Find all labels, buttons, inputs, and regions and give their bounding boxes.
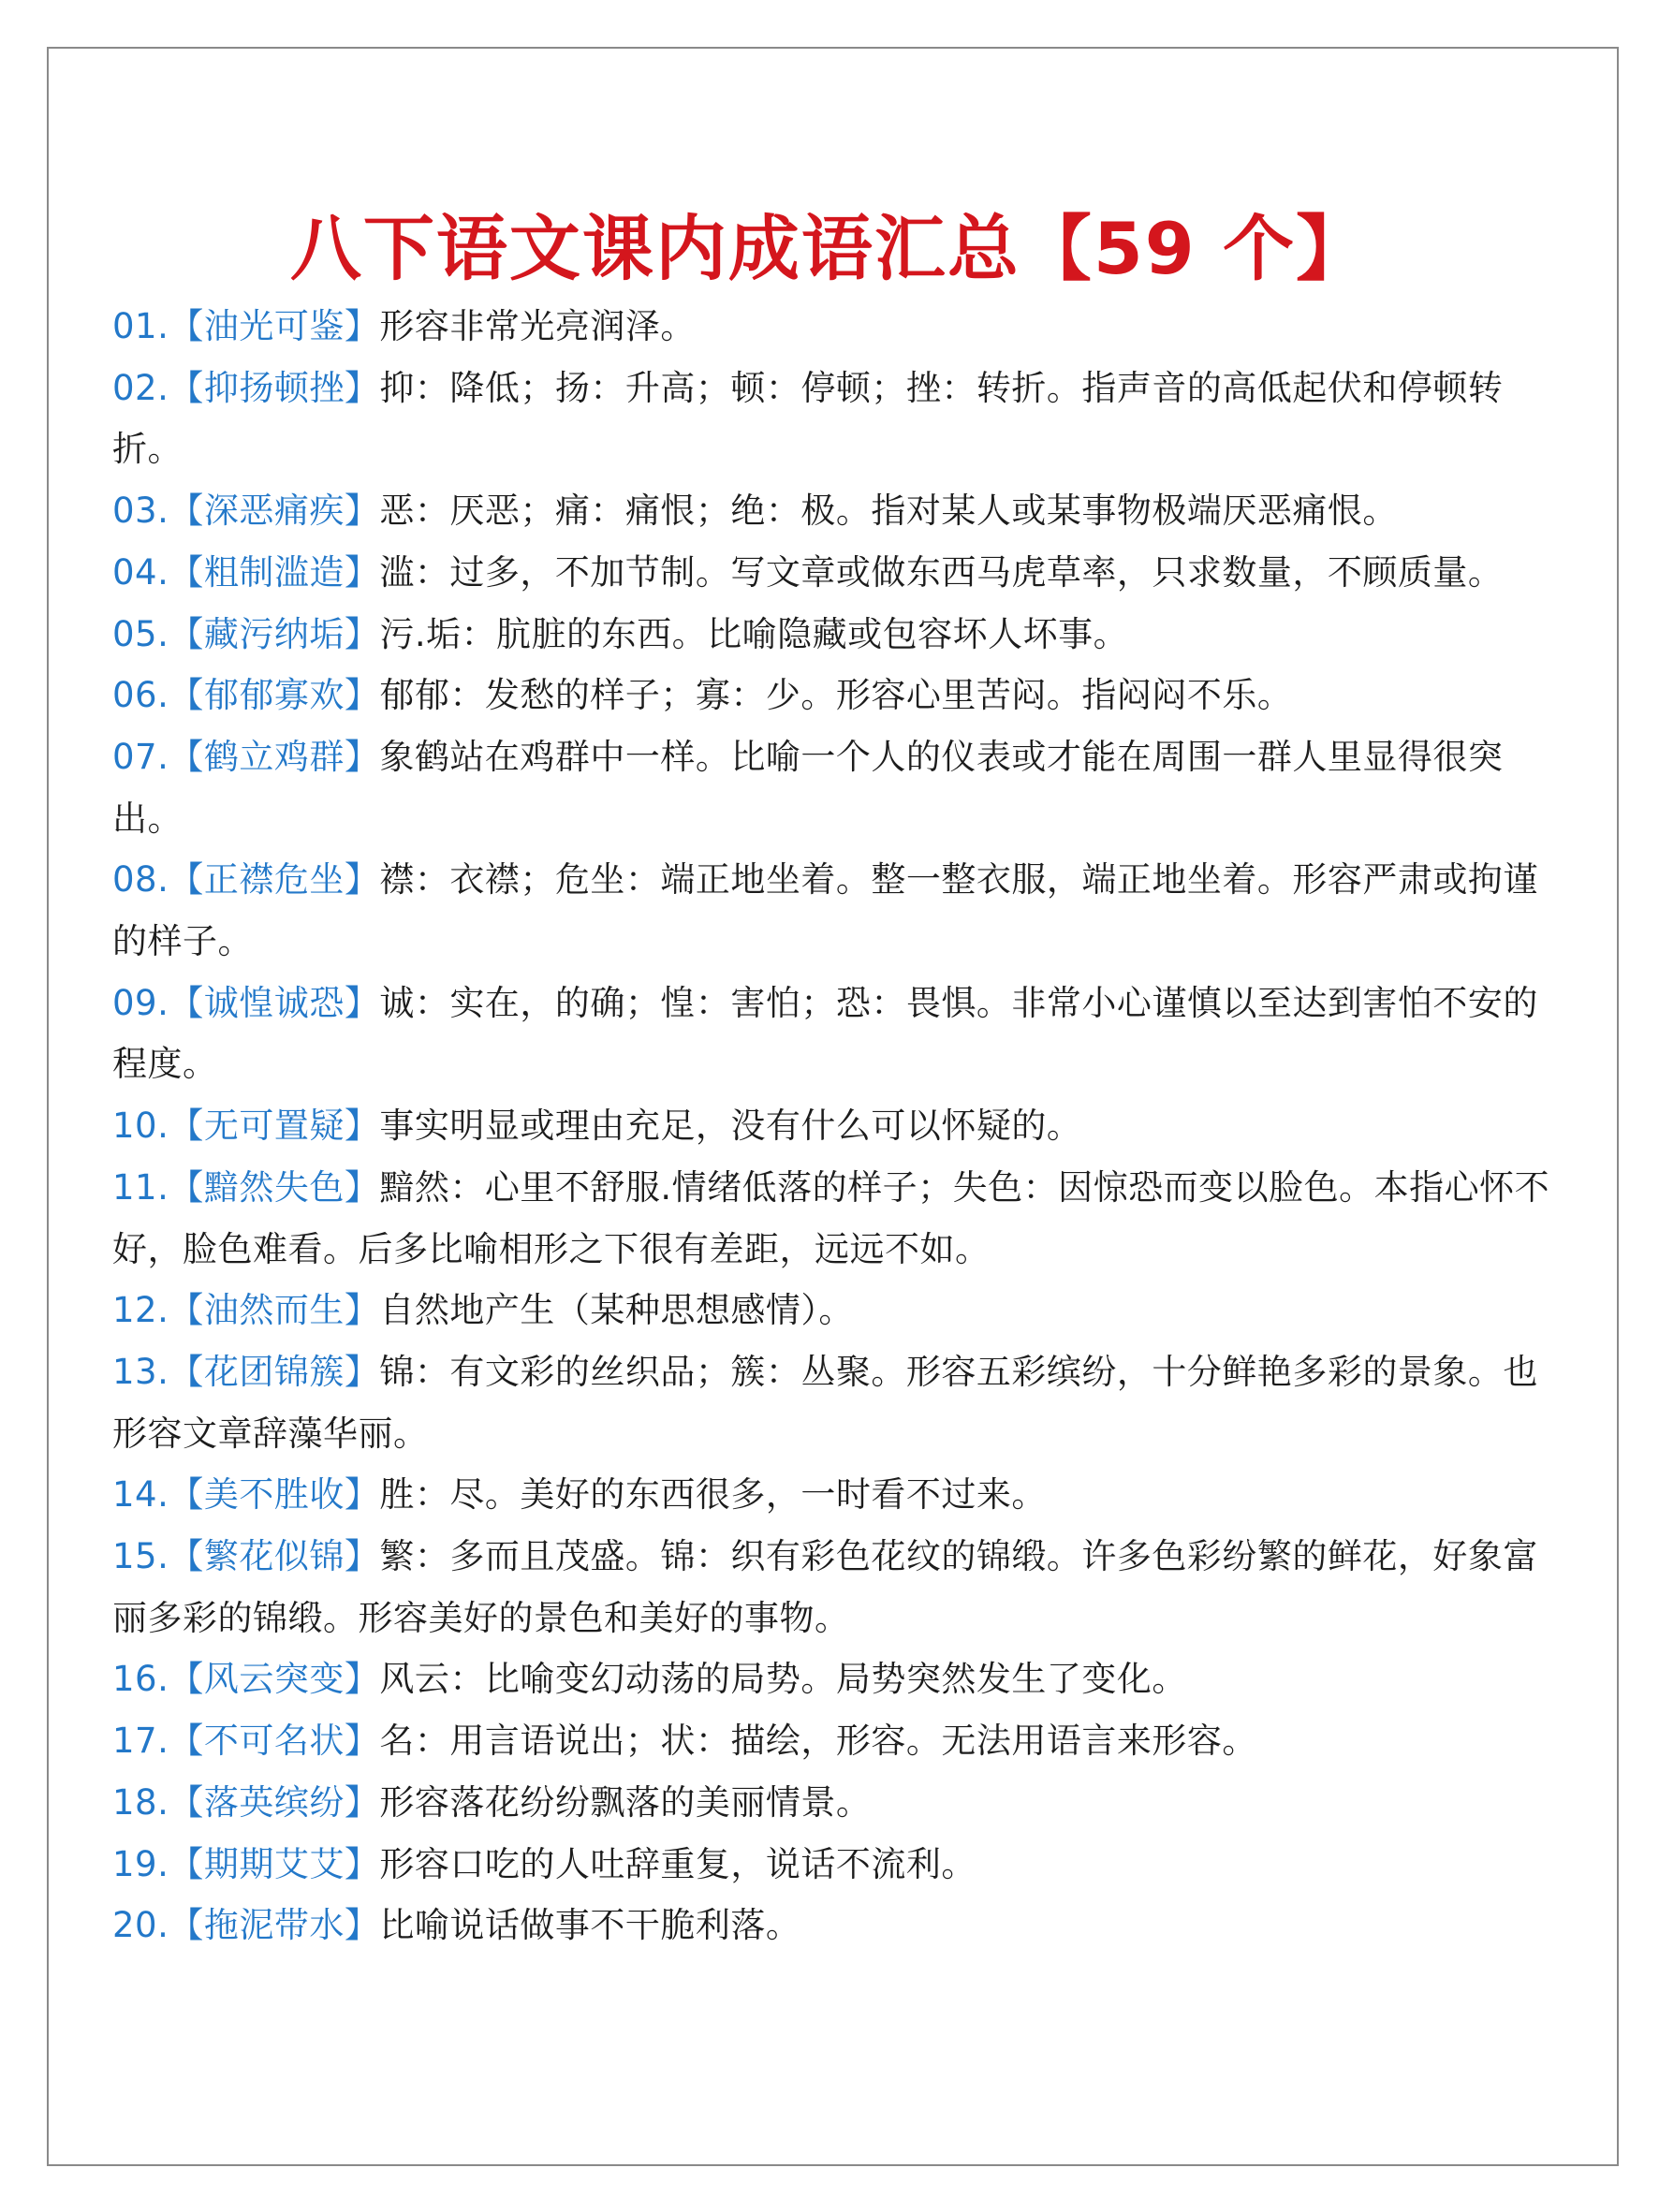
entry-number: 15. — [112, 1536, 169, 1577]
idiom-term: 【抑扬顿挫】 — [169, 367, 380, 408]
idiom-definition: 抑：降低；扬：升高；顿：停顿；挫：转折。指声音的高低起伏和停顿转折。 — [112, 367, 1504, 470]
entry-number: 20. — [112, 1905, 169, 1946]
idiom-entry — [112, 726, 1554, 849]
idiom-term: 【期期艾艾】 — [169, 1843, 380, 1884]
idiom-definition: 滥：过多，不加节制。写文章或做东西马虎草率，只求数量，不顾质量。 — [379, 551, 1504, 593]
idiom-term: 【藏污纳垢】 — [169, 613, 380, 654]
idiom-term: 【无可置疑】 — [169, 1106, 380, 1147]
page-title: 八下语文课内成语汇总【59 个】 — [289, 206, 1370, 290]
entry-number: 09. — [112, 982, 169, 1023]
idiom-term: 【花团锦簇】 — [169, 1351, 380, 1392]
idiom-term: 【黯然失色】 — [169, 1166, 380, 1208]
idiom-definition: 象鹤站在鸡群中一样。比喻一个人的仪表或才能在周围一群人里显得很突出。 — [112, 736, 1504, 839]
idiom-definition: 事实明显或理由充足，没有什么可以怀疑的。 — [379, 1106, 1082, 1147]
idiom-entry — [112, 480, 1554, 542]
idiom-term: 【郁郁寡欢】 — [169, 675, 380, 716]
idiom-definition: 郁郁：发愁的样子；寡：少。形容心里苦闷。指闷闷不乐。 — [379, 675, 1293, 716]
entry-number: 08. — [112, 859, 169, 901]
idiom-term: 【落英缤纷】 — [169, 1781, 380, 1823]
idiom-definition: 比喻说话做事不干脆利落。 — [379, 1905, 801, 1946]
idiom-definition: 形容落花纷纷飘落的美丽情景。 — [379, 1781, 872, 1823]
idiom-term: 【深恶痛疾】 — [169, 491, 380, 532]
idiom-list — [112, 296, 1554, 1956]
idiom-entry — [112, 542, 1554, 604]
idiom-term: 【油光可鉴】 — [169, 306, 380, 346]
entry-number: 01. — [112, 306, 169, 346]
entry-number: 06. — [112, 675, 169, 716]
idiom-definition: 锦：有文彩的丝织品；簇：丛聚。形容五彩缤纷，十分鲜艳多彩的景象。也形容文章辞藻华丽。 — [112, 1351, 1538, 1454]
idiom-entry — [112, 1772, 1554, 1834]
idiom-entry — [112, 1095, 1554, 1157]
idiom-entry — [112, 1157, 1554, 1280]
entry-number: 10. — [112, 1106, 169, 1147]
idiom-entry — [112, 358, 1554, 480]
idiom-term: 【正襟危坐】 — [169, 859, 380, 901]
entry-number: 14. — [112, 1474, 169, 1516]
entry-number: 03. — [112, 491, 169, 532]
entry-number: 19. — [112, 1843, 169, 1884]
idiom-term: 【风云突变】 — [169, 1659, 380, 1700]
idiom-entry — [112, 1464, 1554, 1526]
entry-number: 02. — [112, 367, 169, 408]
idiom-term: 【不可名状】 — [169, 1721, 380, 1762]
idiom-definition: 诚：实在，的确；惶：害怕；恐：畏惧。非常小心谨慎以至达到害怕不安的程度。 — [112, 982, 1538, 1085]
idiom-term: 【拖泥带水】 — [169, 1905, 380, 1946]
entry-number: 04. — [112, 551, 169, 593]
idiom-entry — [112, 1895, 1554, 1956]
idiom-definition: 襟：衣襟；危坐：端正地坐着。整一整衣服，端正地坐着。形容严肃或拘谨的样子。 — [112, 859, 1538, 962]
entry-number: 13. — [112, 1351, 169, 1392]
idiom-entry — [112, 1834, 1554, 1896]
idiom-definition: 污.垢：肮脏的东西。比喻隐藏或包容坏人坏事。 — [379, 613, 1129, 654]
idiom-entry — [112, 1341, 1554, 1464]
idiom-entry — [112, 296, 1554, 358]
idiom-term: 【美不胜收】 — [169, 1474, 380, 1516]
idiom-entry — [112, 1648, 1554, 1710]
idiom-definition: 黯然：心里不舒服.情绪低落的样子；失色：因惊恐而变以脸色。本指心怀不好，脸色难看。后多比喻相形之下很有差距，远远不如。 — [112, 1166, 1550, 1269]
idiom-entry — [112, 1280, 1554, 1341]
idiom-definition: 形容非常光亮润泽。 — [379, 306, 696, 346]
idiom-entry — [112, 973, 1554, 1095]
idiom-definition: 胜：尽。美好的东西很多，一时看不过来。 — [379, 1474, 1047, 1516]
idiom-definition: 繁：多而且茂盛。锦：织有彩色花纹的锦缎。许多色彩纷繁的鲜花，好象富丽多彩的锦缎。形容美好的景色和美好的事物。 — [112, 1536, 1538, 1638]
idiom-term: 【鹤立鸡群】 — [169, 736, 380, 777]
entry-number: 05. — [112, 613, 169, 654]
idiom-entry — [112, 849, 1554, 972]
entry-number: 07. — [112, 736, 169, 777]
idiom-definition: 自然地产生（某种思想感情）。 — [379, 1290, 854, 1331]
idiom-entry — [112, 1710, 1554, 1772]
idiom-entry — [112, 604, 1554, 666]
idiom-definition: 名：用言语说出；状：描绘，形容。无法用语言来形容。 — [379, 1721, 1257, 1762]
idiom-entry — [112, 665, 1554, 726]
entry-number: 12. — [112, 1290, 169, 1331]
idiom-term: 【粗制滥造】 — [169, 551, 380, 593]
idiom-definition: 形容口吃的人吐辞重复，说话不流利。 — [379, 1843, 976, 1884]
idiom-term: 【繁花似锦】 — [169, 1536, 380, 1577]
idiom-definition: 风云：比喻变幻动荡的局势。局势突然发生了变化。 — [379, 1659, 1187, 1700]
entry-number: 17. — [112, 1721, 169, 1762]
idiom-term: 【诚惶诚恐】 — [169, 982, 380, 1023]
idiom-term: 【油然而生】 — [169, 1290, 380, 1331]
idiom-definition: 恶：厌恶；痛：痛恨；绝：极。指对某人或某事物极端厌恶痛恨。 — [379, 491, 1398, 532]
idiom-entry — [112, 1526, 1554, 1648]
entry-number: 11. — [112, 1166, 169, 1208]
entry-number: 18. — [112, 1781, 169, 1823]
entry-number: 16. — [112, 1659, 169, 1700]
